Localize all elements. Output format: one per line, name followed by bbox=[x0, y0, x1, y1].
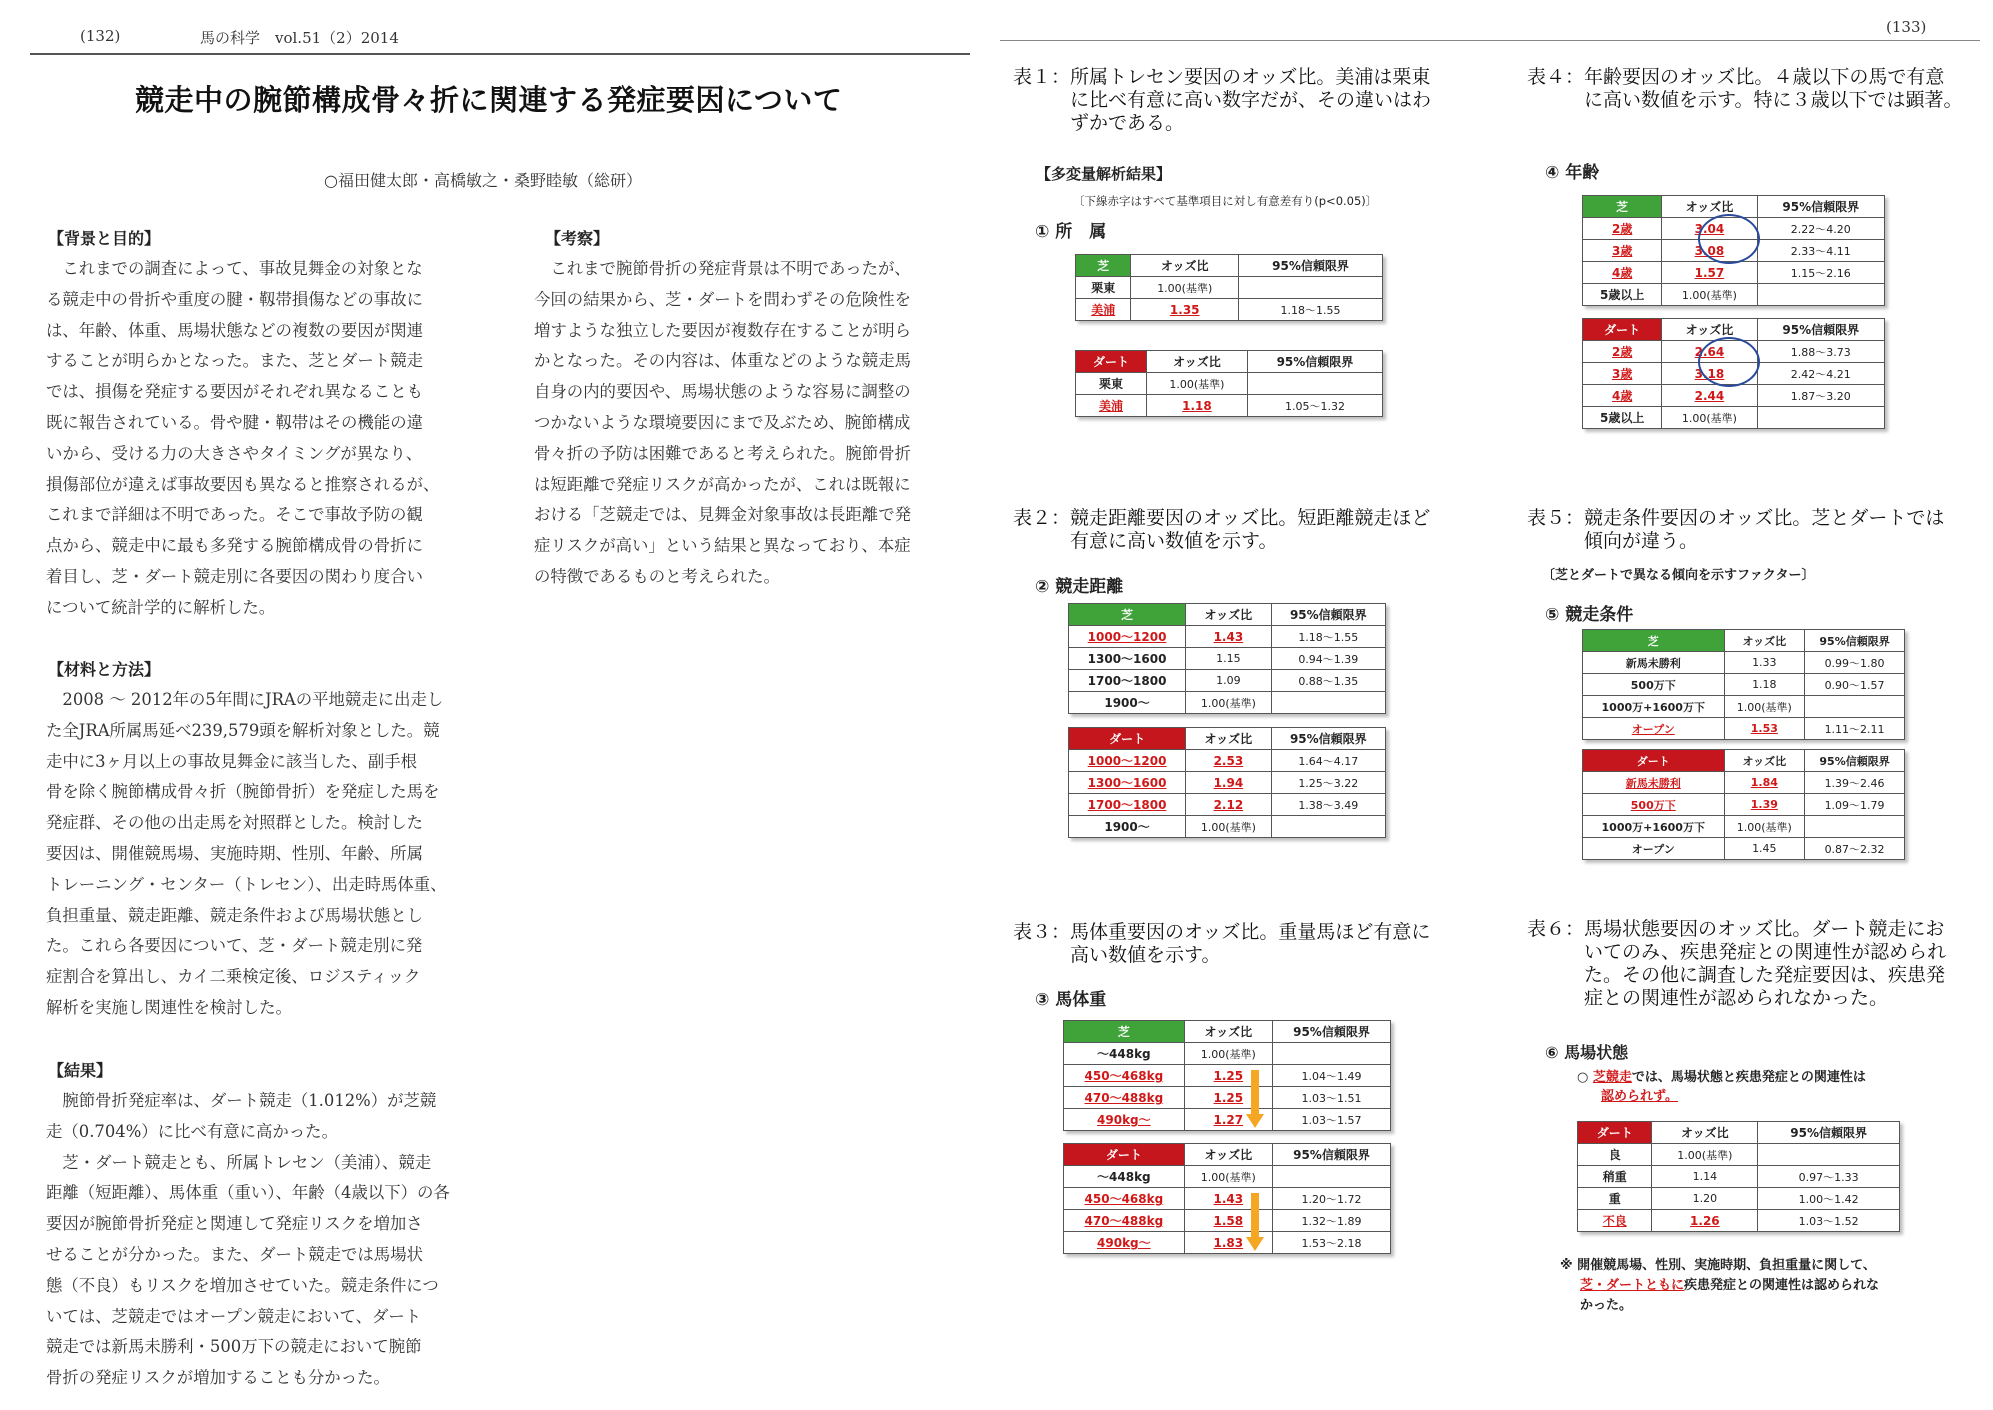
row-label: 470～488kg bbox=[1064, 1210, 1185, 1232]
ci-cell: 1.15～2.16 bbox=[1757, 262, 1884, 284]
ci-cell: 1.53～2.18 bbox=[1272, 1232, 1390, 1254]
footnote bbox=[1560, 1256, 1960, 1316]
discussion-body: これまで腕節骨折の発症背景は不明であったが、 今回の結果から、芝・ダートを問わずその危険性を 増すような独立した要因が複数存在することが明ら かとなった。その内容は、体重などのような競走馬 自身の内的要因や、馬場状態のような容易に調整の つかないような環境要因にまで及ぶため、腕節構成 骨々折の予防は困難であると考えられた。腕節骨折 は短距離で発症リスクが高かったが、これは既報に おける「芝競走では、見舞金対象事故は長距離で発 症リスクが高い」という結果と異なっており、本症 の特徴であるものと考えられた。 bbox=[534, 259, 911, 586]
row-label: 1900～ bbox=[1069, 816, 1186, 838]
row-label: 5歳以上 bbox=[1583, 284, 1662, 306]
footnote-line1: ※ 開催競馬場、性別、実施時期、負担重量に関して、 bbox=[1560, 1258, 1876, 1273]
odds-cell: 3.08 bbox=[1662, 240, 1757, 262]
ci-cell: 0.94～1.39 bbox=[1271, 648, 1385, 670]
ci-cell: 1.09～1.79 bbox=[1805, 794, 1905, 816]
ci-cell: 1.87～3.20 bbox=[1757, 385, 1884, 407]
odds-cell: 1.00(基準) bbox=[1662, 407, 1757, 429]
row-label: オープン bbox=[1583, 838, 1725, 860]
table5-turf bbox=[1582, 629, 1905, 740]
authors: ○福田健太郎・高橋敏之・桑野睦敏（総研） bbox=[324, 171, 642, 190]
odds-cell: 1.25 bbox=[1184, 1087, 1272, 1109]
table2-caption: 表２：競走距離要因のオッズ比。短距離競走ほど 有意に高い数値を示す。 bbox=[1013, 507, 1431, 552]
odds-cell: 1.14 bbox=[1652, 1166, 1758, 1188]
table2-turf bbox=[1068, 603, 1386, 714]
row-label: 4歳 bbox=[1583, 385, 1662, 407]
ci-cell: 1.03～1.52 bbox=[1758, 1210, 1900, 1232]
ci-cell bbox=[1757, 407, 1884, 429]
odds-cell: 1.15 bbox=[1186, 648, 1271, 670]
turf-note-bullet: ○ bbox=[1577, 1070, 1593, 1085]
multivariate-heading: 【多変量解析結果】 bbox=[1036, 165, 1172, 183]
row-label: 2歳 bbox=[1583, 218, 1662, 240]
ci-cell: 1.04～1.49 bbox=[1272, 1065, 1390, 1087]
row-label: 1300～1600 bbox=[1069, 648, 1186, 670]
ci-cell: 1.88～3.73 bbox=[1757, 341, 1884, 363]
ci-cell: 1.25～3.22 bbox=[1271, 772, 1385, 794]
odds-cell: 1.18 bbox=[1146, 395, 1247, 417]
odds-cell: 3.04 bbox=[1662, 218, 1757, 240]
odds-cell: 2.44 bbox=[1662, 385, 1757, 407]
header-cell: オッズ比 bbox=[1724, 630, 1805, 652]
odds-cell: 1.45 bbox=[1724, 838, 1805, 860]
page-number-left: (132) bbox=[80, 27, 121, 45]
ci-cell bbox=[1805, 816, 1905, 838]
row-label: 不良 bbox=[1578, 1210, 1652, 1232]
row-label: 美浦 bbox=[1076, 395, 1147, 417]
trend-arrow bbox=[1251, 1193, 1259, 1239]
row-label: 栗東 bbox=[1076, 277, 1131, 299]
significance-note: 〔下線赤字はすべて基準項目に対し有意差有り(p<0.05)〕 bbox=[1073, 194, 1378, 208]
trend-arrow-head bbox=[1246, 1237, 1264, 1251]
row-label: 490kg～ bbox=[1064, 1109, 1185, 1131]
table1-turf bbox=[1075, 254, 1383, 321]
table3-label: ③ 馬体重 bbox=[1035, 990, 1107, 1010]
table1-caption: 表１：所属トレセン要因のオッズ比。美浦は栗東 に比べ有意に高い数字だが、その違いはわ ずかである。 bbox=[1013, 66, 1432, 134]
row-label: 1700～1800 bbox=[1069, 670, 1186, 692]
table5-note: 〔芝とダートで異なる傾向を示すファクター〕 bbox=[1542, 568, 1815, 583]
table5-label: ⑤ 競走条件 bbox=[1545, 605, 1634, 625]
row-label: 500万下 bbox=[1583, 674, 1725, 696]
turf-note-conclusion: 認められず。 bbox=[1601, 1089, 1678, 1104]
header-cell: 95%信頼限界 bbox=[1271, 604, 1385, 626]
odds-cell: 1.33 bbox=[1724, 652, 1805, 674]
ci-cell: 1.32～1.89 bbox=[1272, 1210, 1390, 1232]
row-label: 4歳 bbox=[1583, 262, 1662, 284]
ci-cell bbox=[1247, 373, 1382, 395]
row-label: オープン bbox=[1583, 718, 1725, 740]
row-label: 1300～1600 bbox=[1069, 772, 1186, 794]
row-label: 470～488kg bbox=[1064, 1087, 1185, 1109]
odds-cell: 2.64 bbox=[1662, 341, 1757, 363]
header-cell: 95%信頼限界 bbox=[1757, 319, 1884, 341]
row-label: ～448kg bbox=[1064, 1166, 1185, 1188]
results-body: 腕節骨折発症率は、ダート競走（1.012%）が芝競 走（0.704%）に比べ有意に高かった。 芝・ダート競走とも、所属トレセン（美浦）、競走 距離（短距離）、馬体重（重い）、年齢（4歳以下）の各 要因が腕節骨折発症と関連して発症リスクを増加さ せることが分かった。また、ダート競走では馬場状 態（不良）もリスクを増加させていた。競走条件につ いては、芝競走ではオープン競走において、ダート 競走では新馬未勝利・500万下の競走において腕節 骨折の発症リスクが増加することも分かった。 bbox=[46, 1091, 450, 1388]
header-cell: オッズ比 bbox=[1184, 1021, 1272, 1043]
odds-cell: 2.53 bbox=[1186, 750, 1271, 772]
header-cell: 95%信頼限界 bbox=[1758, 1122, 1900, 1144]
odds-cell: 1.53 bbox=[1724, 718, 1805, 740]
row-label: 良 bbox=[1578, 1144, 1652, 1166]
header-cell: 95%信頼限界 bbox=[1247, 351, 1382, 373]
odds-cell: 1.00(基準) bbox=[1186, 816, 1271, 838]
ci-cell bbox=[1239, 277, 1383, 299]
ci-cell: 1.20～1.72 bbox=[1272, 1188, 1390, 1210]
ci-cell: 0.87～2.32 bbox=[1805, 838, 1905, 860]
header-cell: ダート bbox=[1583, 750, 1725, 772]
odds-cell: 1.27 bbox=[1184, 1109, 1272, 1131]
table5-caption: 表５：競走条件要因のオッズ比。芝とダートでは 傾向が違う。 bbox=[1527, 507, 1945, 552]
row-label: 1700～1800 bbox=[1069, 794, 1186, 816]
row-label: 新馬未勝利 bbox=[1583, 772, 1725, 794]
table6-label: ⑥ 馬場状態 bbox=[1545, 1043, 1629, 1062]
odds-cell: 1.35 bbox=[1131, 299, 1239, 321]
odds-cell: 1.25 bbox=[1184, 1065, 1272, 1087]
odds-cell: 2.12 bbox=[1186, 794, 1271, 816]
row-label: 450～468kg bbox=[1064, 1188, 1185, 1210]
odds-cell: 1.57 bbox=[1662, 262, 1757, 284]
odds-cell: 1.09 bbox=[1186, 670, 1271, 692]
header-cell: 芝 bbox=[1583, 196, 1662, 218]
ci-cell: 1.00～1.42 bbox=[1758, 1188, 1900, 1210]
header-cell: オッズ比 bbox=[1662, 196, 1757, 218]
turf-note-red: 芝競走 bbox=[1592, 1070, 1632, 1085]
odds-cell: 1.18 bbox=[1724, 674, 1805, 696]
odds-cell: 1.00(基準) bbox=[1186, 692, 1271, 714]
paper-title: 競走中の腕節構成骨々折に関連する発症要因について bbox=[135, 83, 843, 117]
row-label: 1000万+1600万下 bbox=[1583, 696, 1725, 718]
odds-cell: 1.94 bbox=[1186, 772, 1271, 794]
header-cell: オッズ比 bbox=[1724, 750, 1805, 772]
methods-heading: 【材料と方法】 bbox=[48, 660, 161, 679]
row-label: 3歳 bbox=[1583, 363, 1662, 385]
header-cell: ダート bbox=[1578, 1122, 1652, 1144]
ci-cell bbox=[1805, 696, 1905, 718]
table2-dirt bbox=[1068, 727, 1386, 838]
footnote-red: 芝・ダートともに bbox=[1580, 1278, 1685, 1293]
header-cell: オッズ比 bbox=[1146, 351, 1247, 373]
row-label: 栗東 bbox=[1076, 373, 1147, 395]
table4-caption: 表４：年齢要因のオッズ比。４歳以下の馬で有意 に高い数値を示す。特に３歳以下では顕著。 bbox=[1527, 66, 1963, 111]
row-label: 500万下 bbox=[1583, 794, 1725, 816]
header-cell: 95%信頼限界 bbox=[1272, 1021, 1390, 1043]
ci-cell bbox=[1271, 692, 1385, 714]
header-cell: 芝 bbox=[1064, 1021, 1185, 1043]
ci-cell: 2.42～4.21 bbox=[1757, 363, 1884, 385]
row-label: 1000～1200 bbox=[1069, 626, 1186, 648]
row-label: 490kg～ bbox=[1064, 1232, 1185, 1254]
header-rule-right bbox=[1000, 40, 1980, 41]
ci-cell: 1.03～1.57 bbox=[1272, 1109, 1390, 1131]
ci-cell bbox=[1758, 1144, 1900, 1166]
row-label: ～448kg bbox=[1064, 1043, 1185, 1065]
odds-cell: 1.26 bbox=[1652, 1210, 1758, 1232]
background-heading: 【背景と目的】 bbox=[48, 229, 161, 248]
odds-cell: 1.00(基準) bbox=[1724, 696, 1805, 718]
highlight-circle bbox=[1698, 337, 1760, 387]
ci-cell: 1.11～2.11 bbox=[1805, 718, 1905, 740]
trend-arrow bbox=[1251, 1070, 1259, 1116]
table4-label: ④ 年齢 bbox=[1545, 163, 1600, 183]
table3-turf bbox=[1063, 1020, 1391, 1131]
table1-label: ① 所 属 bbox=[1035, 222, 1107, 242]
odds-cell: 1.39 bbox=[1724, 794, 1805, 816]
ci-cell: 1.39～2.46 bbox=[1805, 772, 1905, 794]
ci-cell bbox=[1272, 1043, 1390, 1065]
odds-cell: 1.43 bbox=[1186, 626, 1271, 648]
header-cell: ダート bbox=[1069, 728, 1186, 750]
journal-header: 馬の科学 vol.51（2）2014 bbox=[200, 29, 399, 47]
odds-cell: 1.00(基準) bbox=[1662, 284, 1757, 306]
row-label: 1900～ bbox=[1069, 692, 1186, 714]
header-cell: 95%信頼限界 bbox=[1272, 1144, 1390, 1166]
header-cell: ダート bbox=[1583, 319, 1662, 341]
ci-cell bbox=[1757, 284, 1884, 306]
ci-cell: 0.90～1.57 bbox=[1805, 674, 1905, 696]
table1-dirt bbox=[1075, 350, 1383, 417]
header-cell: 95%信頼限界 bbox=[1757, 196, 1884, 218]
row-label: 重 bbox=[1578, 1188, 1652, 1210]
odds-cell: 1.58 bbox=[1184, 1210, 1272, 1232]
header-cell: オッズ比 bbox=[1652, 1122, 1758, 1144]
ci-cell: 0.99～1.80 bbox=[1805, 652, 1905, 674]
odds-cell: 1.00(基準) bbox=[1652, 1144, 1758, 1166]
header-rule-left bbox=[30, 53, 970, 55]
odds-cell: 1.00(基準) bbox=[1724, 816, 1805, 838]
ci-cell bbox=[1272, 1166, 1390, 1188]
table3-dirt bbox=[1063, 1143, 1391, 1254]
page-number-right: (133) bbox=[1886, 18, 1927, 36]
row-label: 2歳 bbox=[1583, 341, 1662, 363]
table6-dirt bbox=[1577, 1121, 1900, 1232]
odds-cell: 1.83 bbox=[1184, 1232, 1272, 1254]
row-label: 5歳以上 bbox=[1583, 407, 1662, 429]
methods-body: 2008 ～ 2012年の5年間にJRAの平地競走に出走し た全JRA所属馬延べ239,579頭を解析対象とした。競 走中に3ヶ月以上の事故見舞金に該当した、副手根 骨を除く腕節構成骨々折（腕節骨折）を発症した馬を 発症群、その他の出走馬を対照群とした。検討した 要因は、開催競馬場、実施時期、性別、年齢、所属 トレーニング・センター（トレセン）、出走時馬体重、 負担重量、競走距離、競走条件および馬場状態とし た。これら各要因について、芝・ダート競走別に発 症割合を算出し、カイ二乗検定後、ロジスティック 解析を実施し関連性を検討した。 bbox=[46, 690, 447, 1017]
row-label: 1000～1200 bbox=[1069, 750, 1186, 772]
ci-cell: 1.18～1.55 bbox=[1239, 299, 1383, 321]
footnote-line2: 疾患発症との関連性は認められな bbox=[1684, 1278, 1880, 1293]
ci-cell: 0.88～1.35 bbox=[1271, 670, 1385, 692]
turf-note-text: では、馬場状態と疾患発症との関連性は bbox=[1631, 1070, 1866, 1085]
turf-ground-note bbox=[1577, 1068, 1907, 1106]
ci-cell: 1.38～3.49 bbox=[1271, 794, 1385, 816]
header-cell: オッズ比 bbox=[1186, 604, 1271, 626]
header-cell: オッズ比 bbox=[1662, 319, 1757, 341]
header-cell: 芝 bbox=[1076, 255, 1131, 277]
ci-cell: 0.97～1.33 bbox=[1758, 1166, 1900, 1188]
table3-caption: 表３：馬体重要因のオッズ比。重量馬ほど有意に 高い数値を示す。 bbox=[1013, 921, 1431, 966]
odds-cell: 1.20 bbox=[1652, 1188, 1758, 1210]
header-cell: 95%信頼限界 bbox=[1239, 255, 1383, 277]
ci-cell: 1.18～1.55 bbox=[1271, 626, 1385, 648]
results-heading: 【結果】 bbox=[48, 1061, 113, 1080]
ci-cell bbox=[1271, 816, 1385, 838]
odds-cell: 1.84 bbox=[1724, 772, 1805, 794]
header-cell: オッズ比 bbox=[1184, 1144, 1272, 1166]
discussion-heading: 【考察】 bbox=[545, 229, 610, 248]
background-body: これまでの調査によって、事故見舞金の対象とな る競走中の骨折や重度の腱・靱帯損傷などの事故に は、年齢、体重、馬場状態などの複数の要因が関連 することが明らかとなった。また、芝とダート競走 では、損傷を発症する要因がそれぞれ異なることも 既に報告されている。骨や腱・靱帯はその機能の違 いから、受ける力の大きさやタイミングが異なり、 損傷部位が違えば事故要因も異なると推察されるが、 これまで詳細は不明であった。そこで事故予防の観 点から、競走中に最も多発する腕節構成骨の骨折に 着目し、芝・ダート競走別に各要因の関わり度合い について統計学的に解析した。 bbox=[46, 259, 440, 617]
row-label: 美浦 bbox=[1076, 299, 1131, 321]
header-cell: オッズ比 bbox=[1131, 255, 1239, 277]
odds-cell: 3.18 bbox=[1662, 363, 1757, 385]
row-label: 稍重 bbox=[1578, 1166, 1652, 1188]
highlight-circle bbox=[1698, 214, 1760, 264]
header-cell: 95%信頼限界 bbox=[1805, 630, 1905, 652]
header-cell: ダート bbox=[1076, 351, 1147, 373]
row-label: 新馬未勝利 bbox=[1583, 652, 1725, 674]
odds-cell: 1.00(基準) bbox=[1146, 373, 1247, 395]
ci-cell: 1.05～1.32 bbox=[1247, 395, 1382, 417]
header-cell: 95%信頼限界 bbox=[1805, 750, 1905, 772]
header-cell: 芝 bbox=[1069, 604, 1186, 626]
ci-cell: 2.22～4.20 bbox=[1757, 218, 1884, 240]
row-label: 3歳 bbox=[1583, 240, 1662, 262]
footnote-line3: かった。 bbox=[1580, 1298, 1633, 1313]
odds-cell: 1.00(基準) bbox=[1131, 277, 1239, 299]
header-cell: オッズ比 bbox=[1186, 728, 1271, 750]
row-label: 1000万+1600万下 bbox=[1583, 816, 1725, 838]
row-label: 450～468kg bbox=[1064, 1065, 1185, 1087]
header-cell: 95%信頼限界 bbox=[1271, 728, 1385, 750]
ci-cell: 1.64～4.17 bbox=[1271, 750, 1385, 772]
table2-label: ② 競走距離 bbox=[1035, 577, 1124, 597]
odds-cell: 1.00(基準) bbox=[1184, 1166, 1272, 1188]
odds-cell: 1.00(基準) bbox=[1184, 1043, 1272, 1065]
header-cell: 芝 bbox=[1583, 630, 1725, 652]
odds-cell: 1.43 bbox=[1184, 1188, 1272, 1210]
table6-caption: 表６：馬場状態要因のオッズ比。ダート競走にお いてのみ、疾患発症との関連性が認められ た。その他に調査した発症要因は、疾患発 症との関連性が認められなかった。 bbox=[1527, 918, 1947, 1009]
table5-dirt bbox=[1582, 749, 1905, 860]
header-cell: ダート bbox=[1064, 1144, 1185, 1166]
trend-arrow-head bbox=[1246, 1114, 1264, 1128]
ci-cell: 2.33～4.11 bbox=[1757, 240, 1884, 262]
ci-cell: 1.03～1.51 bbox=[1272, 1087, 1390, 1109]
